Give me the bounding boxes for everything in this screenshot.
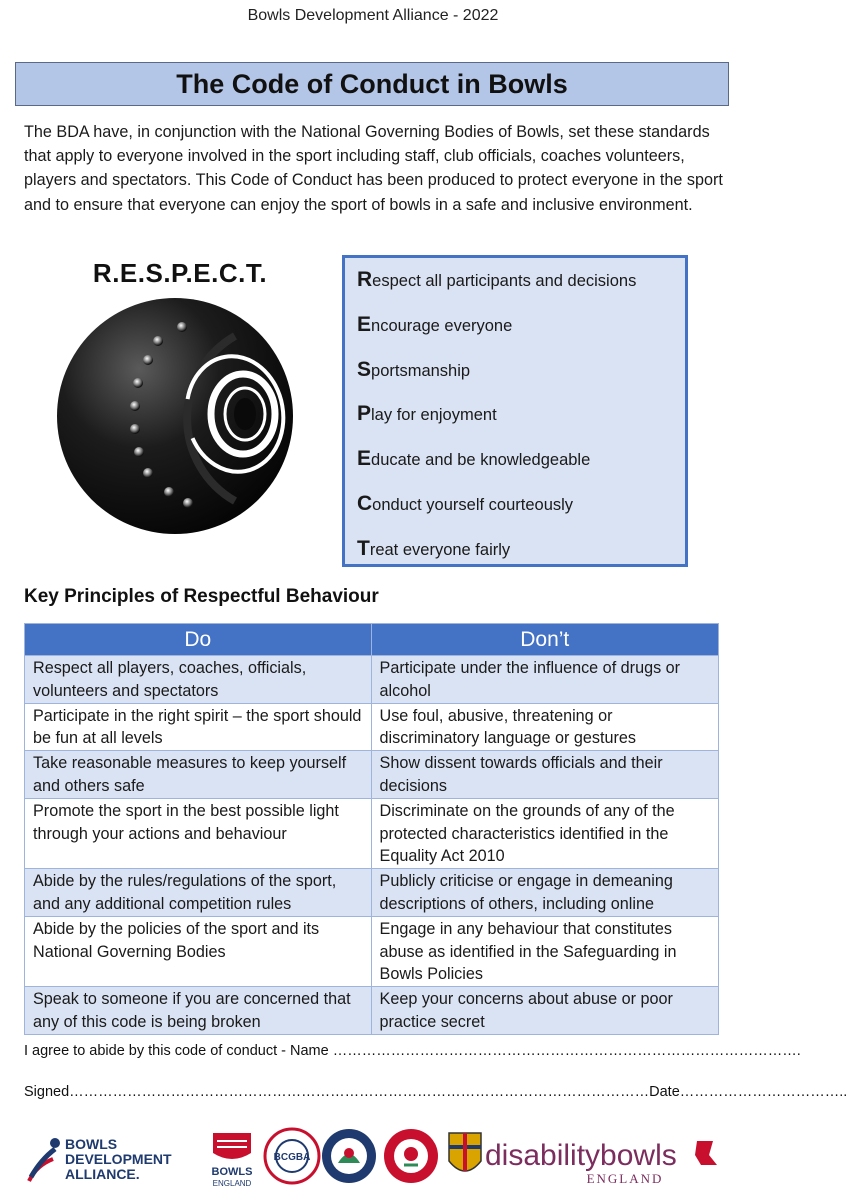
table-row	[25, 916, 719, 986]
respect-item	[357, 490, 673, 535]
page-title: The Code of Conduct in Bowls	[15, 62, 729, 106]
english-indoor-logo	[382, 1127, 440, 1185]
principles-table	[24, 623, 719, 1035]
table-row	[25, 751, 719, 799]
bda-logo-line3: ALLIANCE.	[65, 1166, 140, 1182]
dont-column-header: Don’t	[371, 624, 718, 656]
respect-initial: E	[357, 312, 372, 336]
bda-logo	[25, 1133, 185, 1187]
principles-heading: Key Principles of Respectful Behaviour	[24, 586, 379, 607]
respect-word: portsmanship	[371, 361, 471, 380]
do-cell: Take reasonable measures to keep yourself and others safe	[25, 751, 372, 799]
disability-bowls-england-text: ENGLAND	[586, 1171, 664, 1186]
disability-bowls-england-logo	[485, 1131, 725, 1187]
respect-word: ncourage everyone	[371, 316, 513, 335]
do-cell: Speak to someone if you are concerned that any of this code is being broken	[25, 987, 372, 1035]
respect-initial: R	[357, 268, 373, 291]
bda-logo-line1: BOWLS	[65, 1136, 118, 1152]
dont-cell: Keep your concerns about abuse or poor practice secret	[371, 987, 718, 1035]
bowls-england-logo	[205, 1125, 259, 1189]
respect-word: ducate and be knowledgeable	[371, 451, 591, 470]
do-cell: Promote the sport in the best possible light through your actions and behaviour	[25, 798, 372, 868]
respect-item	[357, 356, 673, 401]
respect-item	[357, 311, 673, 356]
bowls-england-line1: BOWLS	[211, 1166, 253, 1178]
bda-logo-line2: DEVELOPMENT	[65, 1151, 172, 1167]
short-mat-logo	[320, 1127, 378, 1185]
table-header-row	[25, 624, 719, 656]
dont-cell: Discriminate on the grounds of any of the protected characteristics identified in the Equality Act 2010	[371, 798, 718, 868]
respect-item	[357, 445, 673, 490]
respect-item	[357, 266, 673, 311]
bcgba-logo	[263, 1127, 321, 1185]
dont-cell: Participate under the influence of drugs or alcohol	[371, 656, 718, 704]
dont-cell: Engage in any behaviour that constitutes abuse as identified in the Safeguarding in Bowls Policies	[371, 916, 718, 986]
signature-date-line[interactable]: Signed…………………………………………………………………………………………………………Date……………………………..	[24, 1084, 847, 1100]
respect-initial: E	[357, 447, 372, 471]
bowl-body	[57, 298, 293, 534]
respect-initial: P	[357, 402, 372, 426]
respect-acronym-box	[342, 255, 688, 567]
intro-paragraph: The BDA have, in conjunction with the National Governing Bodies of Bowls, set these standards that apply to everyone involved in the sport including staff, club officials, coaches volunteers, players and spectators. This Code of Conduct has been produced to protect everyone in the sport and to ensure that everyone can enjoy the sport of bowls in a safe and inclusive environment.	[24, 123, 723, 214]
dont-cell: Publicly criticise or engage in demeaning descriptions of others, including online	[371, 869, 718, 917]
disability-bowls-text: disabilitybowls	[485, 1139, 677, 1172]
respect-item	[357, 400, 673, 445]
bowls-england-line2: ENGLAND	[212, 1179, 252, 1188]
respect-word: onduct yourself courteously	[372, 495, 574, 514]
respect-initial: S	[357, 357, 372, 381]
respect-word: reat everyone fairly	[369, 540, 511, 559]
do-cell: Participate in the right spirit – the sport should be fun at all levels	[25, 703, 372, 751]
respect-word: espect all participants and decisions	[372, 272, 637, 290]
respect-heading: R.E.S.P.E.C.T.	[92, 258, 268, 288]
bcgba-text: BCGBA	[273, 1152, 311, 1163]
respect-word: lay for enjoyment	[371, 406, 497, 425]
do-cell: Respect all players, coaches, officials, volunteers and spectators	[25, 656, 372, 704]
bowl-illustration	[55, 296, 295, 536]
respect-initial: T	[357, 536, 370, 560]
table-row	[25, 987, 719, 1035]
agreement-name-line[interactable]: I agree to abide by this code of conduct - Name …………………………………………………………………………………….	[24, 1043, 801, 1059]
do-cell: Abide by the rules/regulations of the sport, and any additional competition rules	[25, 869, 372, 917]
table-row	[25, 656, 719, 704]
page-header: Bowls Development Alliance - 2022	[247, 7, 499, 24]
table-row	[25, 703, 719, 751]
respect-initial: C	[357, 491, 373, 515]
do-cell: Abide by the policies of the sport and its National Governing Bodies	[25, 916, 372, 986]
do-column-header: Do	[25, 624, 372, 656]
federation-crest-logo	[445, 1127, 485, 1187]
dont-cell: Show dissent towards officials and their decisions	[371, 751, 718, 799]
sponsor-logos	[20, 1125, 730, 1191]
respect-item	[357, 535, 673, 580]
table-row	[25, 869, 719, 917]
dont-cell: Use foul, abusive, threatening or discriminatory language or gestures	[371, 703, 718, 751]
table-row	[25, 798, 719, 868]
